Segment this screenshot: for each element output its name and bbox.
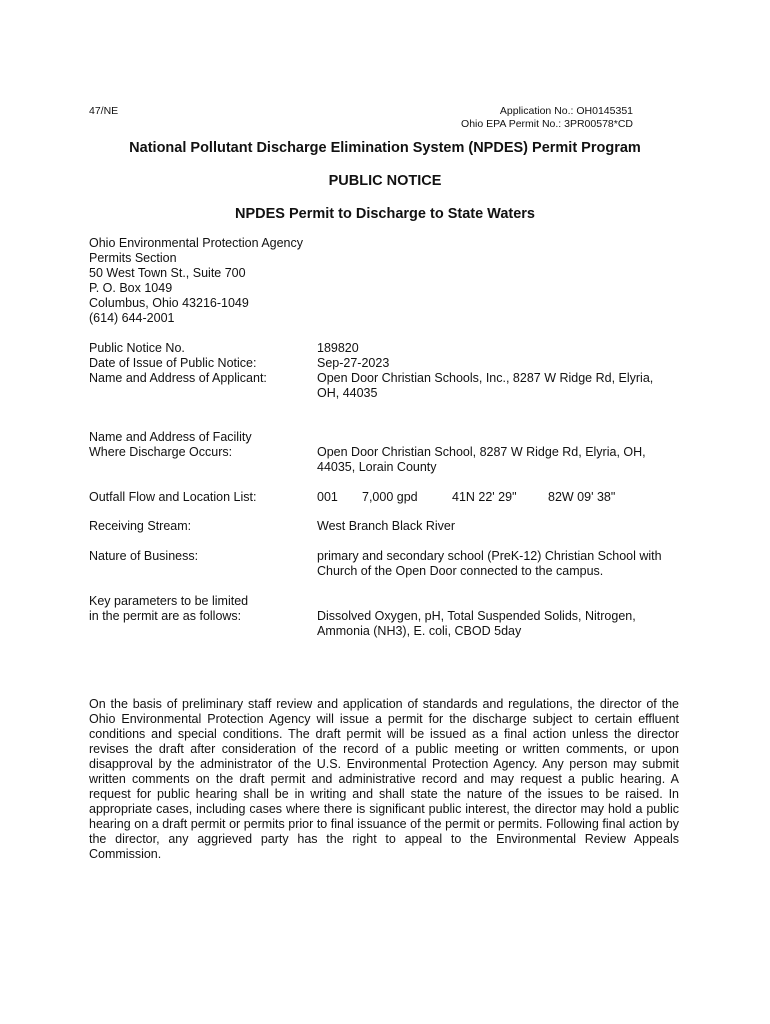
facility-label-line-2: Where Discharge Occurs: (89, 445, 233, 459)
parameters-label-line-1: Key parameters to be limited (89, 594, 249, 608)
outfall-longitude: 82W 09' 38" (548, 490, 616, 504)
permit-title: NPDES Permit to Discharge to State Waters (234, 206, 535, 222)
agency-phone: (614) 644-2001 (89, 311, 175, 325)
agency-street: 50 West Town St., Suite 700 (89, 266, 246, 280)
outfall-value (317, 490, 662, 505)
business-value: primary and secondary school (PreK-12) Christian School with Church of the Open Door connected to the campus. (317, 549, 662, 578)
parameters-value: Dissolved Oxygen, pH, Total Suspended Solids, Nitrogen, Ammonia (NH3), E. coli, CBOD 5day (317, 609, 636, 638)
stream-value: West Branch Black River (317, 519, 456, 533)
applicant-label: Name and Address of Applicant: (89, 371, 267, 385)
agency-address (89, 236, 303, 326)
agency-po-box: P. O. Box 1049 (89, 281, 173, 295)
outfall-latitude: 41N 22' 29" (452, 490, 517, 504)
permit-numbers (461, 105, 633, 131)
notice-number-label: Public Notice No. (89, 341, 185, 355)
parameters-label-line-2: in the permit are as follows: (89, 609, 242, 623)
document-code: 47/NE (89, 105, 119, 117)
agency-city: Columbus, Ohio 43216-1049 (89, 296, 249, 310)
facility-label-line-1: Name and Address of Facility (89, 430, 252, 444)
agency-name: Ohio Environmental Protection Agency (89, 236, 304, 250)
issue-date-label: Date of Issue of Public Notice: (89, 356, 257, 370)
outfall-label: Outfall Flow and Location List: (89, 490, 257, 504)
epa-permit-number: Ohio EPA Permit No.: 3PR00578*CD (461, 118, 633, 130)
agency-section: Permits Section (89, 251, 177, 265)
applicant-value: Open Door Christian Schools, Inc., 8287 W Ridge Rd, Elyria, OH, 44035 (317, 371, 654, 400)
outfall-flow: 7,000 gpd (362, 490, 418, 504)
outfall-number: 001 (317, 490, 338, 504)
notice-title: PUBLIC NOTICE (328, 173, 442, 189)
facility-label (89, 430, 309, 460)
stream-label: Receiving Stream: (89, 519, 192, 533)
application-number: Application No.: OH0145351 (499, 105, 633, 117)
issue-date-value: Sep-27-2023 (317, 356, 390, 370)
parameters-label (89, 594, 309, 624)
notice-body-paragraph: On the basis of preliminary staff review and application of standards and regulations, the director of the Ohio Environmental Protection Agency will issue a permit for the discharge subject to certain effluent conditions and special conditions. The draft permit will be issued as a final action unless the director revises the draft after consideration of the record of a public meeting or written comments, or upon disapproval by the administrator of the U.S. Environmental Protection Agency. Any person may submit written comments on the draft permit and administrative record and may request a public hearing. A request for public hearing shall be in writing and shall state the nature of the issues to be raised. In appropriate cases, including cases where there is significant public interest, the director may hold a public hearing on a draft permit or permits prior to final issuance of the permit or permits. Following final action by the director, any aggrieved party has the right to appeal to the Environmental Review Appeals Commission. (89, 697, 679, 861)
facility-value: Open Door Christian School, 8287 W Ridge Rd, Elyria, OH, 44035, Lorain County (317, 445, 646, 474)
notice-number-value: 189820 (317, 341, 359, 355)
business-label: Nature of Business: (89, 549, 199, 563)
program-title: National Pollutant Discharge Elimination System (NPDES) Permit Program (129, 140, 641, 156)
